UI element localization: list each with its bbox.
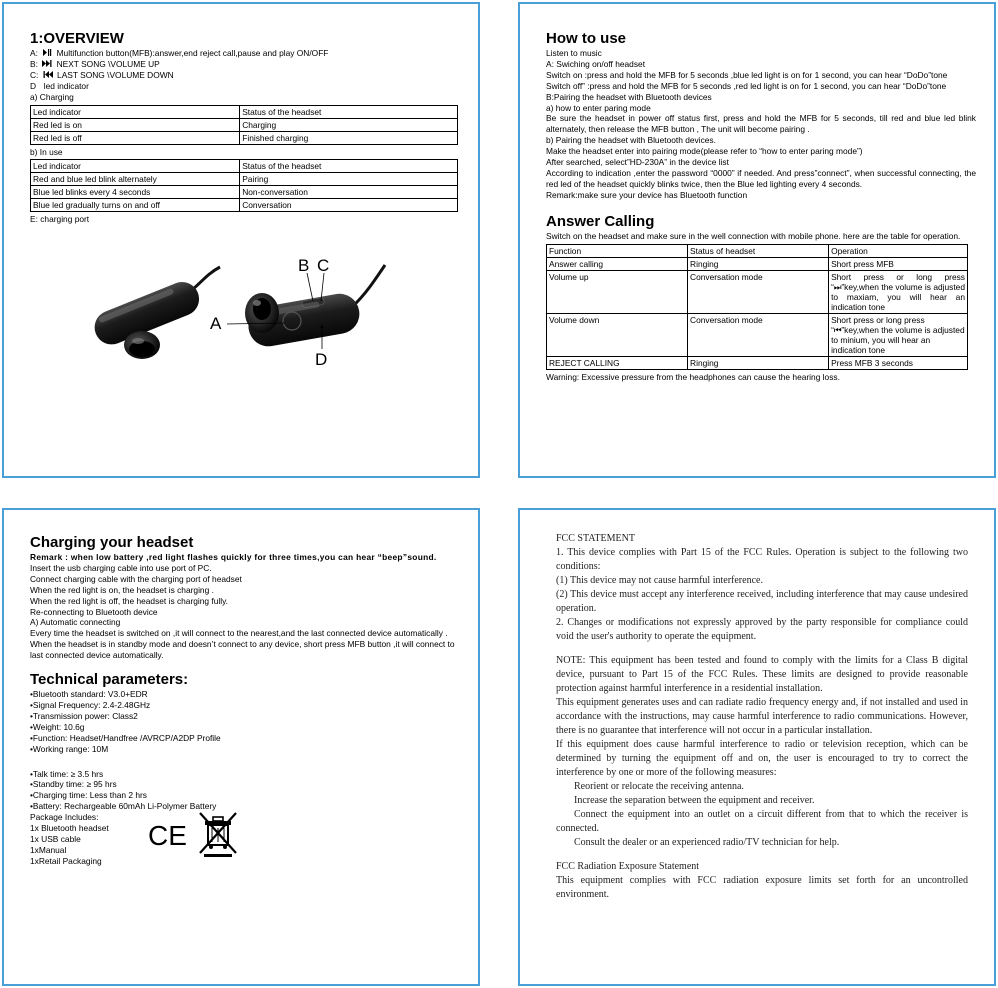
howto-line: B:Pairing the headset with Bluetooth devices <box>546 91 712 102</box>
howto-line: Switch off” :press and hold the MFB for 5 seconds ,red led light is on for 1 second, you can hear “DoDo”tone <box>546 80 947 91</box>
charging-line: A) Automatic connecting <box>30 617 121 628</box>
answer-calling-table <box>546 244 968 370</box>
howto-line: Switch on :press and hold the MFB for 5 seconds ,blue led light is on for 1 second, you can hear “DoDo”tone <box>546 69 948 80</box>
overview-item-d: D led indicator <box>30 80 89 91</box>
how-to-use-panel <box>518 2 996 478</box>
fcc-measure: Consult the dealer or an experienced radio/TV technician for help. <box>574 837 840 848</box>
callout-b: B <box>298 256 310 276</box>
overview-panel <box>2 2 480 478</box>
weee-bin-icon <box>200 813 236 857</box>
warning-text: Warning: Excessive pressure from the headphones can cause the hearing loss. <box>546 371 840 382</box>
howto-line: According to indication ,enter the password “0000” if needed. And press”connect”, when successful connecting, the red led of the headset quickly blinks twice, then the Blue led lighting every 4 seconds. <box>546 167 976 189</box>
charging-line: Connect charging cable with the charging port of headset <box>30 573 242 584</box>
spec-item: •Signal Frequency: 2.4-2.48GHz <box>30 699 151 710</box>
tech-params-title: Technical parameters: <box>30 671 189 689</box>
howto-line: a) how to enter paring mode <box>546 102 651 113</box>
fcc-paragraph: If this equipment does cause harmful interference to radio or television reception, which can be determined by turning the equipment off and on, the user is encouraged to try to correct the interference by one or more of the following measures: <box>556 739 968 778</box>
fcc-measure: Increase the separation between the equipment and receiver. <box>574 795 815 806</box>
table-row: Led indicator Status of the headset <box>31 105 458 118</box>
table-row: Volume up Conversation mode Short press or long press “⏭”key,when the volume is adjusted to maxiam, you will hear an indication tone <box>547 270 968 313</box>
charging-port-label: E: charging port <box>30 214 90 225</box>
fcc-measure: Connect the equipment into an outlet on a circuit different from that to which the receiver is connected. <box>556 809 968 834</box>
howto-line: Be sure the headset in power off status first, press and hold the MFB for 5 seconds, till red and blue led blink alternately, then release the MFB button , The unit will become pairing . <box>546 113 976 135</box>
table-row: Blue led gradually turns on and off Conversation <box>31 199 458 212</box>
spec-item: •Bluetooth standard: V3.0+EDR <box>30 689 148 700</box>
package-item: 1x USB cable <box>30 833 81 844</box>
headset-illustration <box>30 255 466 405</box>
charging-line: When the red light is on, the headset is charging . <box>30 584 214 595</box>
in-use-status-table <box>30 159 458 212</box>
table-row: Led indicator Status of the headset <box>31 160 458 173</box>
charging-remark: Remark : when low battery ,red light flashes quickly for three times,you can hear “beep”sound. <box>30 552 437 562</box>
fcc-radiation-title: FCC Radiation Exposure Statement <box>556 861 700 872</box>
charging-label: a) Charging <box>30 91 74 102</box>
fcc-paragraph: (2) This device must accept any interference received, including interference that may cause undesired operation. <box>556 589 968 614</box>
in-use-label: b) In use <box>30 146 63 157</box>
spec-item: •Standby time: ≥ 95 hrs <box>30 779 117 790</box>
fcc-paragraph: (1) This device may not cause harmful interference. <box>556 575 763 586</box>
table-row: Function Status of headset Operation <box>547 244 968 257</box>
charging-title: Charging your headset <box>30 534 194 551</box>
overview-item-b: B: NEXT SONG \VOLUME UP <box>30 58 160 69</box>
overview-title: 1:OVERVIEW <box>30 30 124 47</box>
charging-line: When the headset is in standby mode and doesn’t connect to any device, short press MFB button ,it will connect to last connected device automatically. <box>30 639 455 661</box>
callout-d: D <box>315 350 328 370</box>
next-track-icon <box>40 59 54 70</box>
fcc-title: FCC STATEMENT <box>556 533 635 544</box>
spec-item: •Transmission power: Class2 <box>30 710 138 721</box>
certification-marks <box>148 811 268 857</box>
table-row: REJECT CALLING Ringing Press MFB 3 seconds <box>547 356 968 369</box>
ce-mark-icon: CE <box>148 820 187 852</box>
spec-item: •Weight: 10.6g <box>30 721 85 732</box>
overview-item-a: A: Multifunction button(MFB):answer,end reject call,pause and play ON/OFF <box>30 48 329 58</box>
howto-line: Remark:make sure your device has Bluetooth function <box>546 189 748 200</box>
spec-item: •Working range: 10M <box>30 743 109 754</box>
package-item: 1xManual <box>30 844 67 855</box>
package-item: 1x Bluetooth headset <box>30 823 109 834</box>
spec-item: •Function: Headset/Handfree /AVRCP/A2DP Profile <box>30 732 221 743</box>
howto-line: A: Swiching on/off headset <box>546 58 646 69</box>
table-row: Red led is on Charging <box>31 118 458 131</box>
previous-track-icon <box>41 70 55 81</box>
howto-line: After searched, select”HD-230A” in the device list <box>546 157 729 168</box>
table-row: Red and blue led blink alternately Pairing <box>31 173 458 186</box>
answer-calling-title: Answer Calling <box>546 212 655 230</box>
table-row: Volume down Conversation mode Short press or long press “⏮”key,when the volume is adjusted to minium, you will hear an indication tone <box>547 313 968 356</box>
charging-line: Re-connecting to Bluetooth device <box>30 606 158 617</box>
overview-item-c: C: LAST SONG \VOLUME DOWN <box>30 69 174 80</box>
charging-line: Insert the usb charging cable into use port of PC. <box>30 562 212 573</box>
package-title: Package Includes: <box>30 812 99 823</box>
fcc-radiation-text: This equipment complies with FCC radiation exposure limits set forth for an uncontrolled environment. <box>556 875 968 900</box>
answer-intro: Switch on the headset and make sure in the well connection with mobile phone. here are the table for operation. <box>546 230 961 241</box>
howto-line: Make the headset enter into pairing mode(please refer to “how to enter paring mode”) <box>546 146 863 157</box>
spec-item: •Charging time: Less than 2 hrs <box>30 790 147 801</box>
table-row: Answer calling Ringing Short press MFB <box>547 257 968 270</box>
charging-status-table <box>30 105 458 145</box>
charging-line: Every time the headset is switched on ,it will connect to the nearest,and the last connected device automatically . <box>30 628 448 639</box>
how-to-use-title: How to use <box>546 30 627 47</box>
fcc-paragraph: This equipment generates uses and can radiate radio frequency energy and, if not installed and used in accordance with the instructions, may cause harmful interference to radio communications. However, there is no guarantee that interference will not occur in a particular installation. <box>556 697 968 736</box>
fcc-paragraph: 1. This device complies with Part 15 of the FCC Rules. Operation is subject to the following two conditions: <box>556 547 968 572</box>
charging-line: When the red light is off, the headset is charging fully. <box>30 595 229 606</box>
headset-image <box>30 255 466 405</box>
table-row: Red led is off Finished charging <box>31 131 458 144</box>
fcc-panel <box>518 508 996 986</box>
play-pause-icon <box>40 48 54 59</box>
table-row: Blue led blinks every 4 seconds Non-conversation <box>31 186 458 199</box>
charging-panel <box>2 508 480 986</box>
callout-c: C <box>317 256 330 276</box>
fcc-note: NOTE: This equipment has been tested and found to comply with the limits for a Class B digital device, pursuant to Part 15 of the FCC Rules. These limits are designed to provide reasonable protection against harmful interference in a residential installation. <box>556 655 968 694</box>
callout-a: A <box>210 314 222 334</box>
package-item: 1xRetail Packaging <box>30 855 102 866</box>
howto-line: Listen to music <box>546 48 602 58</box>
fcc-measure: Reorient or relocate the receiving antenna. <box>574 781 744 792</box>
howto-line: b) Pairing the headset with Bluetooth devices. <box>546 135 716 146</box>
fcc-paragraph: 2. Changes or modifications not expressly approved by the party responsible for compliance could void the user's authority to operate the equipment. <box>556 617 968 642</box>
spec-item: •Talk time: ≥ 3.5 hrs <box>30 768 104 779</box>
spec-item: •Battery: Rechargeable 60mAh Li-Polymer Battery <box>30 801 217 812</box>
